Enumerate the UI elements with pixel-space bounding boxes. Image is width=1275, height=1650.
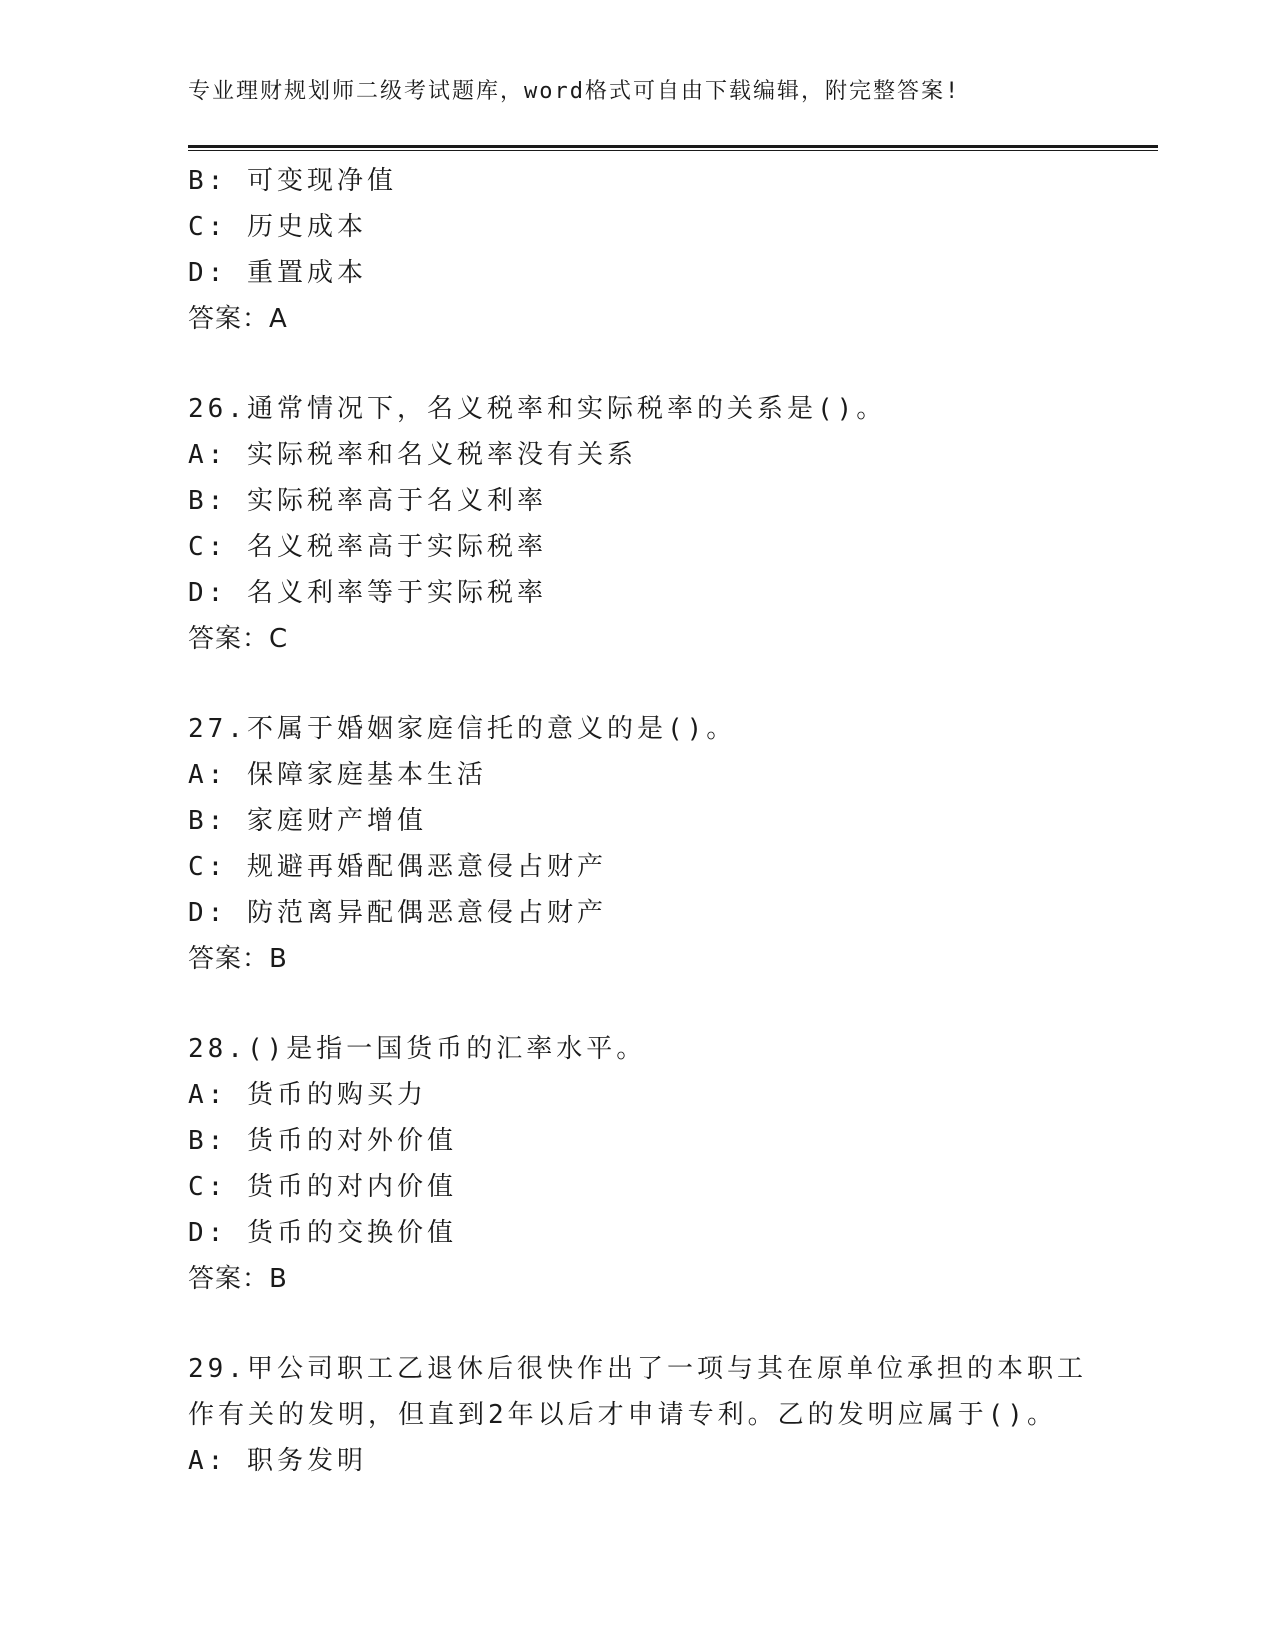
header-rule <box>188 145 1158 148</box>
option-c: C: 名义税率高于实际税率 <box>188 532 547 562</box>
option-b: B: 家庭财产增值 <box>188 806 427 836</box>
answer-line: 答案：C <box>188 624 289 654</box>
question-list <box>188 158 1118 1484</box>
option-d: D: 名义利率等于实际税率 <box>188 578 547 608</box>
option-d: D: 重置成本 <box>188 258 367 288</box>
option-c: C: 货币的对内价值 <box>188 1172 457 1202</box>
option-b: B: 可变现净值 <box>188 166 397 196</box>
question-block <box>188 706 1118 982</box>
option-d: D: 防范离异配偶恶意侵占财产 <box>188 898 607 928</box>
page-header: 专业理财规划师二级考试题库，word格式可自由下载编辑，附完整答案! <box>188 79 961 104</box>
answer-line: 答案：A <box>188 304 288 334</box>
question-block <box>188 1026 1118 1302</box>
question-stem: 27.不属于婚姻家庭信托的意义的是()。 <box>188 714 737 744</box>
answer-line: 答案：B <box>188 944 288 974</box>
answer-line: 答案：B <box>188 1264 288 1294</box>
option-a: A: 货币的购买力 <box>188 1080 427 1110</box>
option-b: B: 货币的对外价值 <box>188 1126 457 1156</box>
question-stem: 29.甲公司职工乙退休后很快作出了一项与其在原单位承担的本职工作有关的发明，但直到2年以后才申请专利。乙的发明应属于()。 <box>188 1354 1087 1430</box>
question-stem: 28.()是指一国货币的汇率水平。 <box>188 1034 647 1064</box>
option-b: B: 实际税率高于名义利率 <box>188 486 547 516</box>
option-a: A: 职务发明 <box>188 1446 367 1476</box>
option-c: C: 规避再婚配偶恶意侵占财产 <box>188 852 607 882</box>
question-block <box>188 1346 1118 1484</box>
option-d: D: 货币的交换价值 <box>188 1218 457 1248</box>
question-stem: 26.通常情况下，名义税率和实际税率的关系是()。 <box>188 394 887 424</box>
option-a: A: 保障家庭基本生活 <box>188 760 487 790</box>
question-block <box>188 158 1118 342</box>
option-a: A: 实际税率和名义税率没有关系 <box>188 440 637 470</box>
option-c: C: 历史成本 <box>188 212 367 242</box>
header-rule-thin <box>188 150 1158 151</box>
question-block <box>188 386 1118 662</box>
